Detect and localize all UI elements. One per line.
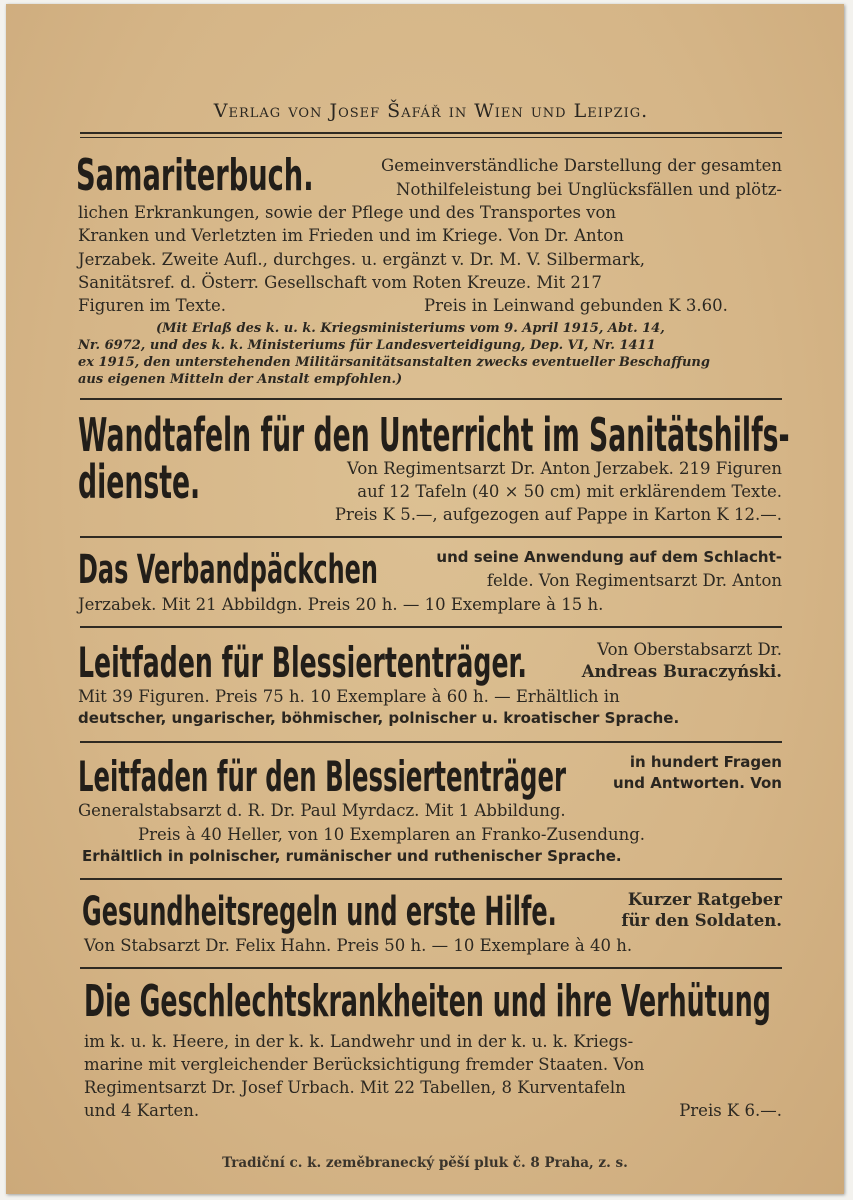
entry-wandtafeln — [78, 408, 853, 462]
header-rule — [80, 132, 782, 134]
divider-rule — [80, 626, 782, 628]
entry-text-line: Jerzabek. Zweite Aufl., durchges. u. ergänzt v. Dr. M. V. Silbermark, — [78, 250, 645, 269]
entry-price: Preis in Leinwand gebunden K 3.60. — [424, 296, 728, 315]
entry-note-line: aus eigenen Mitteln der Anstalt empfohlen.) — [78, 372, 403, 387]
divider-rule — [80, 967, 782, 969]
entry-text-line: Kurzer Ratgeber — [627, 890, 782, 909]
entry-text-line: Preis à 40 Heller, von 10 Exemplaren an Franko-Zusendung. — [138, 825, 646, 844]
entry-title: Wandtafeln für den Unterricht im Sanitätshilfs- — [78, 408, 790, 462]
entry-note-line: ex 1915, den unterstehenden Militärsanitätsanstalten zwecks eventueller Beschaffung — [78, 355, 710, 370]
entry-text-line: Von Regimentsarzt Dr. Anton Jerzabek. 219 Figuren — [347, 459, 782, 478]
entry-title: Die Geschlechtskrankheiten und ihre Verhütung — [84, 976, 771, 1027]
divider-rule — [80, 741, 782, 743]
entry-title: Leitfaden für den Blessiertenträger — [78, 752, 566, 801]
divider-rule — [80, 536, 782, 538]
entry-text-line: Jerzabek. Mit 21 Abbildgn. Preis 20 h. — 10 Exemplare à 15 h. — [78, 595, 604, 614]
entry-geschlechtskrankheiten — [84, 976, 853, 1027]
entry-text-line: und seine Anwendung auf dem Schlacht- — [436, 548, 782, 566]
page-sheet — [6, 4, 844, 1194]
header-rule-thin — [80, 137, 782, 138]
entry-text-line: im k. u. k. Heere, in der k. k. Landwehr und in der k. u. k. Kriegs- — [84, 1032, 634, 1051]
entry-note-line: (Mit Erlaß des k. u. k. Kriegsministeriums vom 9. April 1915, Abt. 14, — [156, 321, 665, 336]
entry-text-line: für den Soldaten. — [621, 911, 782, 930]
entry-text-line: lichen Erkrankungen, sowie der Pflege und des Transportes von — [78, 203, 617, 222]
entry-text-line: Kranken und Verletzten im Frieden und im Kriege. Von Dr. Anton — [78, 226, 624, 245]
entry-text-line: Regimentsarzt Dr. Josef Urbach. Mit 22 Tabellen, 8 Kurventafeln — [84, 1078, 626, 1097]
entry-text-line: Erhältlich in polnischer, rumänischer und ruthenischer Sprache. — [82, 847, 622, 865]
entry-title: Gesundheitsregeln und erste Hilfe. — [82, 889, 557, 935]
entry-price: Preis K 6.—. — [679, 1101, 782, 1120]
entry-text-line: Mit 39 Figuren. Preis 75 h. 10 Exemplare à 60 h. — Erhältlich in — [78, 687, 620, 706]
entry-text-line: Preis K 5.—, aufgezogen auf Pappe in Karton K 12.—. — [334, 505, 782, 524]
entry-text-line: felde. Von Regimentsarzt Dr. Anton — [486, 571, 782, 590]
entry-text-line: Von Stabsarzt Dr. Felix Hahn. Preis 50 h. — 10 Exemplare à 40 h. — [84, 936, 633, 955]
entry-text-line: deutscher, ungarischer, böhmischer, polnischer u. kroatischer Sprache. — [78, 709, 680, 727]
entry-text-line: Von Oberstabsarzt Dr. — [597, 640, 782, 659]
entry-text-line: in hundert Fragen — [629, 753, 782, 771]
entry-text-line: Sanitätsref. d. Österr. Gesellschaft vom Roten Kreuze. Mit 217 — [78, 273, 602, 292]
entry-text-line: Generalstabsarzt d. R. Dr. Paul Myrdacz. Mit 1 Abbildung. — [78, 801, 566, 820]
entry-text-line: Gemeinverständliche Darstellung der gesamten — [381, 156, 782, 175]
entry-text-line: Andreas Buraczyński. — [581, 662, 782, 681]
entry-title: Das Verbandpäckchen — [78, 547, 379, 593]
entry-text-line: und 4 Karten. — [84, 1101, 200, 1120]
footer-credit: Tradiční c. k. zeměbranecký pěší pluk č. 8 Praha, z. s. — [222, 1155, 628, 1171]
entry-text-line: auf 12 Tafeln (40 × 50 cm) mit erklärendem Texte. — [357, 482, 782, 501]
entry-title-continued: dienste. — [78, 455, 201, 509]
divider-rule — [80, 878, 782, 880]
entry-note-line: Nr. 6972, und des k. k. Ministeriums für Landesverteidigung, Dep. VI, Nr. 1411 — [78, 338, 656, 353]
entry-text-line: und Antworten. Von — [612, 774, 782, 792]
divider-rule — [80, 398, 782, 400]
publisher-header: Verlag von Josef Šafář in Wien und Leipzig. — [213, 100, 649, 122]
entry-title: Samariterbuch. — [76, 150, 314, 201]
entry-text-line: Figuren im Texte. — [78, 296, 227, 315]
entry-text-line: Nothilfeleistung bei Unglücksfällen und plötz- — [396, 180, 782, 199]
entry-title: Leitfaden für Blessiertenträger. — [78, 638, 527, 687]
entry-text-line: marine mit vergleichender Berücksichtigung fremder Staaten. Von — [84, 1055, 645, 1074]
